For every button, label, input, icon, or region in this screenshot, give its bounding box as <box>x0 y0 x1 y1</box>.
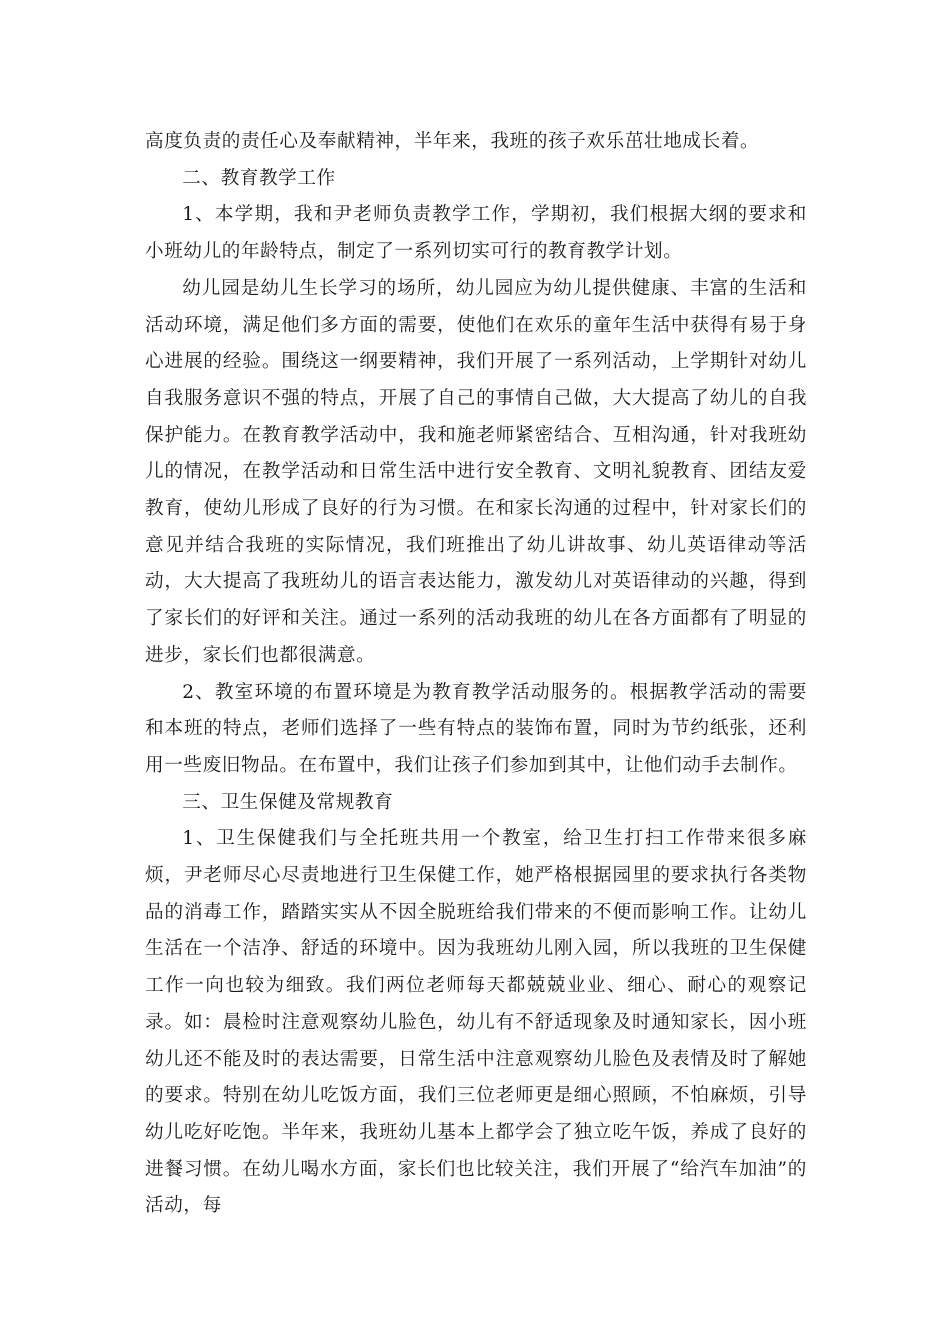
paragraph-kindergarten-activities: 幼儿园是幼儿生长学习的场所，幼儿园应为幼儿提供健康、丰富的生活和活动环境，满足他们多方面的需要，使他们在欢乐的童年生活中获得有易于身心进展的经验。围绕这一纲要精神，我们开展了一系列活动，上学期针对幼儿自我服务意识不强的特点，开展了自己的事情自己做，大大提高了幼儿的自我保护能力。在教育教学活动中，我和施老师紧密结合、互相沟通，针对我班幼儿的情况，在教学活动和日常生活中进行安全教育、文明礼貌教育、团结友爱教育，使幼儿形成了良好的行为习惯。在和家长沟通的过程中，针对家长们的意见并结合我班的实际情况，我们班推出了幼儿讲故事、幼儿英语律动等活动，大大提高了我班幼儿的语言表达能力，激发幼儿对英语律动的兴趣，得到了家长们的好评和关注。通过一系列的活动我班的幼儿在各方面都有了明显的进步，家长们也都很满意。 <box>145 277 807 666</box>
paragraph-health-care: 1、卫生保健我们与全托班共用一个教室，给卫生打扫工作带来很多麻烦，尹老师尽心尽责地进行卫生保健工作，她严格根据园里的要求执行各类物品的消毒工作，踏踏实实从不因全脱班给我们带来的不便而影响工作。让幼儿生活在一个洁净、舒适的环境中。因为我班幼儿刚入园，所以我班的卫生保健工作一向也较为细致。我们两位老师每天都兢兢业业、细心、耐心的观察记录。如：晨检时注意观察幼儿脸色，幼儿有不舒适现象及时通知家长，因小班幼儿还不能及时的表达需要，日常生活中注意观察幼儿脸色及表情及时了解她的要求。特别在幼儿吃饭方面，我们三位老师更是细心照顾，不怕麻烦，引导幼儿吃好吃饱。半年来，我班幼儿基本上都学会了独立吃午饭，养成了良好的进餐习惯。在幼儿喝水方面，家长们也比较关注，我们开展了“给汽车加油”的活动，每 <box>145 828 807 1217</box>
section-heading-teaching: 二、教育教学工作 <box>182 167 336 189</box>
section-heading-health: 三、卫生保健及常规教育 <box>182 791 394 813</box>
document-body <box>145 124 807 1225</box>
paragraph-classroom-environment: 2、教室环境的布置环境是为教育教学活动服务的。根据教学活动的需要和本班的特点，老师们选择了一些有特点的装饰布置，同时为节约纸张，还利用一些废旧物品。在布置中，我们让孩子们参加到其中，让他们动手去制作。 <box>145 681 807 776</box>
paragraph-teaching-plan: 1、本学期，我和尹老师负责教学工作，学期初，我们根据大纲的要求和小班幼儿的年龄特点，制定了一系列切实可行的教育教学计划。 <box>145 204 807 263</box>
paragraph-continuation: 高度负责的责任心及奉献精神，半年来，我班的孩子欢乐茁壮地成长着。 <box>145 131 760 152</box>
